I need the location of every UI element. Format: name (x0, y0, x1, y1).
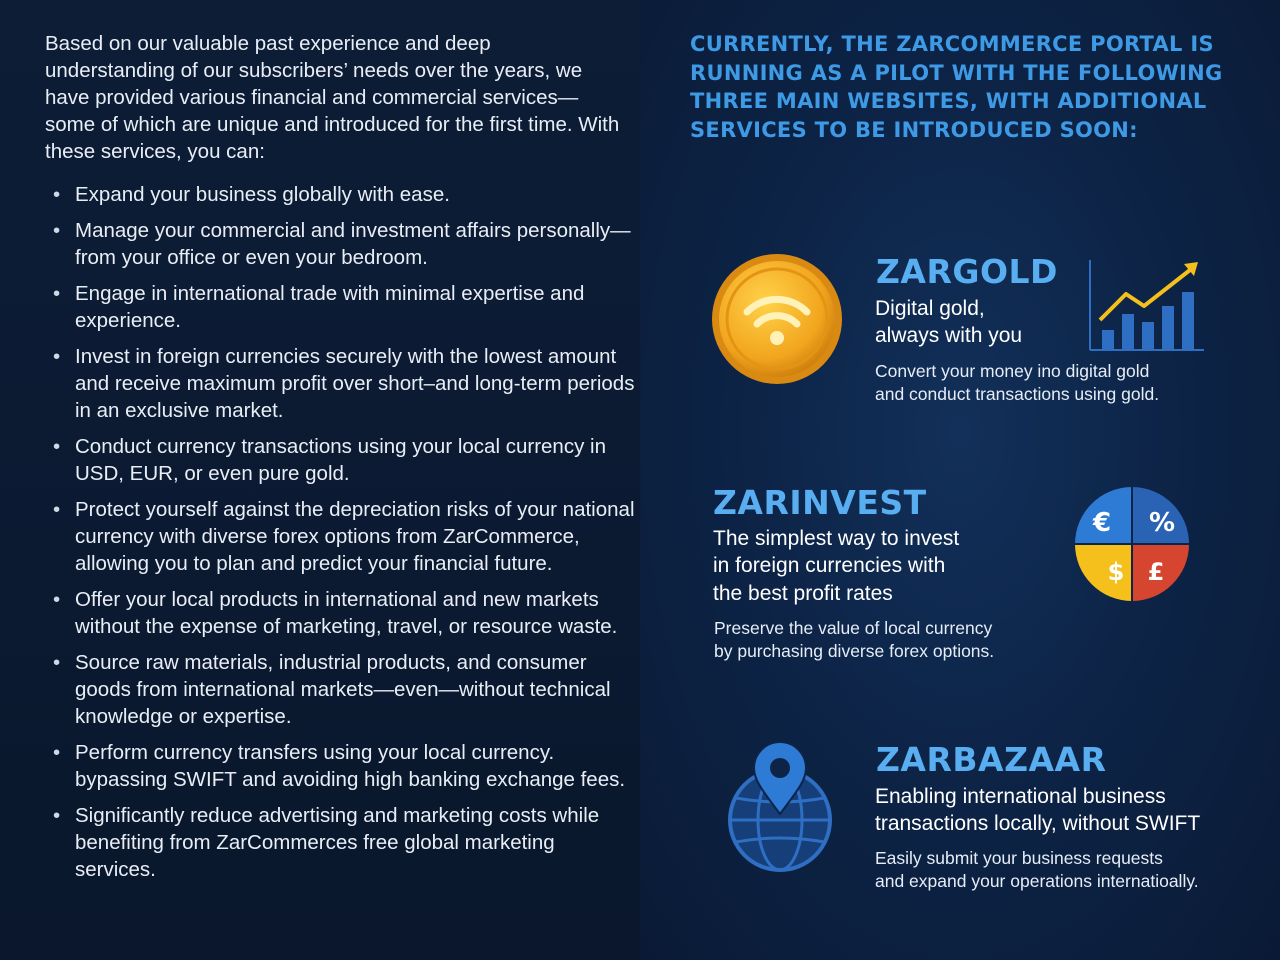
benefit-item: • Protect yourself against the depreciation risks of your national currency with diverse forex options from ZarCommerce, allowing you to plan and predict your financial future. (53, 498, 635, 575)
bullet-icon: • (53, 435, 61, 458)
bullet-icon: • (53, 741, 61, 764)
bullet-icon: • (53, 219, 61, 242)
dollar-symbol: $ (1107, 558, 1125, 586)
zarbazaar-desc-2: and expand your operations internatioally. (875, 871, 1199, 891)
benefit-item: • Conduct currency transactions using your local currency in USD, EUR, or even pure gold. (53, 435, 606, 485)
benefit-item: • Significantly reduce advertising and marketing costs while benefiting from ZarCommerces free global marketing services. (53, 804, 600, 881)
intro-text: Based on our valuable past experience and deep understanding of our subscribers’ needs over the years, we have provided various financial and commercial services—some of which are unique and introduced for the first time. With these services, you can: (45, 32, 620, 163)
benefit-item: • Offer your local products in international and new markets without the expense of marketing, travel, or resource waste. (53, 588, 618, 638)
bullet-icon: • (53, 651, 61, 674)
euro-symbol: € (1092, 508, 1112, 538)
zarinvest-tagline-1: The simplest way to invest (713, 527, 960, 550)
gold-coin-icon (710, 252, 844, 386)
zarinvest-tagline-3: the best profit rates (713, 582, 893, 605)
zargold-tagline-2: always with you (875, 324, 1023, 347)
bullet-icon: • (53, 282, 61, 305)
zarinvest-desc-2: by purchasing diverse forex options. (714, 641, 995, 661)
percent-symbol: % (1148, 508, 1176, 538)
benefit-item: • Engage in international trade with minimal expertise and experience. (53, 282, 585, 332)
benefit-item: • Expand your business globally with ease. (53, 183, 450, 206)
bullet-icon: • (53, 498, 61, 521)
bullet-icon: • (53, 183, 61, 206)
benefit-item: • Source raw materials, industrial products, and consumer goods from international markets—even—without technical knowledge or expertise. (53, 651, 611, 728)
zarbazaar-title: ZARBAZAAR (876, 740, 1107, 779)
zargold-title: ZARGOLD (876, 252, 1058, 291)
zarbazaar-tagline-1: Enabling international business (875, 785, 1166, 808)
growth-chart-icon (1086, 258, 1206, 354)
zargold-tagline-1: Digital gold, (875, 297, 985, 320)
currency-pie-icon (1072, 484, 1192, 604)
zarinvest-title: ZARINVEST (713, 483, 927, 522)
bullet-icon: • (53, 588, 61, 611)
benefit-item: • Invest in foreign currencies securely with the lowest amount and receive maximum profit over short–and long-term periods in an exclusive market. (53, 345, 635, 422)
zargold-desc-2: and conduct transactions using gold. (875, 384, 1160, 404)
benefit-item: • Manage your commercial and investment affairs personally—from your office or even your bedroom. (53, 219, 631, 269)
benefit-item: • Perform currency transfers using your local currency. bypassing SWIFT and avoiding high banking exchange fees. (53, 741, 626, 791)
services-panel (640, 0, 1280, 960)
zarbazaar-tagline-2: transactions locally, without SWIFT (875, 812, 1201, 835)
benefits-list (45, 181, 635, 883)
globe-pin-icon (724, 740, 836, 876)
bullet-icon: • (53, 804, 61, 827)
zarinvest-desc-1: Preserve the value of local currency (714, 618, 993, 638)
zarbazaar-desc-1: Easily submit your business requests (875, 848, 1163, 868)
pound-symbol: £ (1147, 558, 1165, 586)
portal-headline: CURRENTLY, THE ZARCOMMERCE PORTAL IS RUNNING AS A PILOT WITH THE FOLLOWING THREE MAIN WEBSITES, WITH ADDITIONAL SERVICES TO BE INTRODUCED SOON: (690, 32, 1223, 142)
bullet-icon: • (53, 345, 61, 368)
zargold-desc-1: Convert your money ino digital gold (875, 361, 1150, 381)
zarinvest-tagline-2: in foreign currencies with (713, 554, 946, 577)
